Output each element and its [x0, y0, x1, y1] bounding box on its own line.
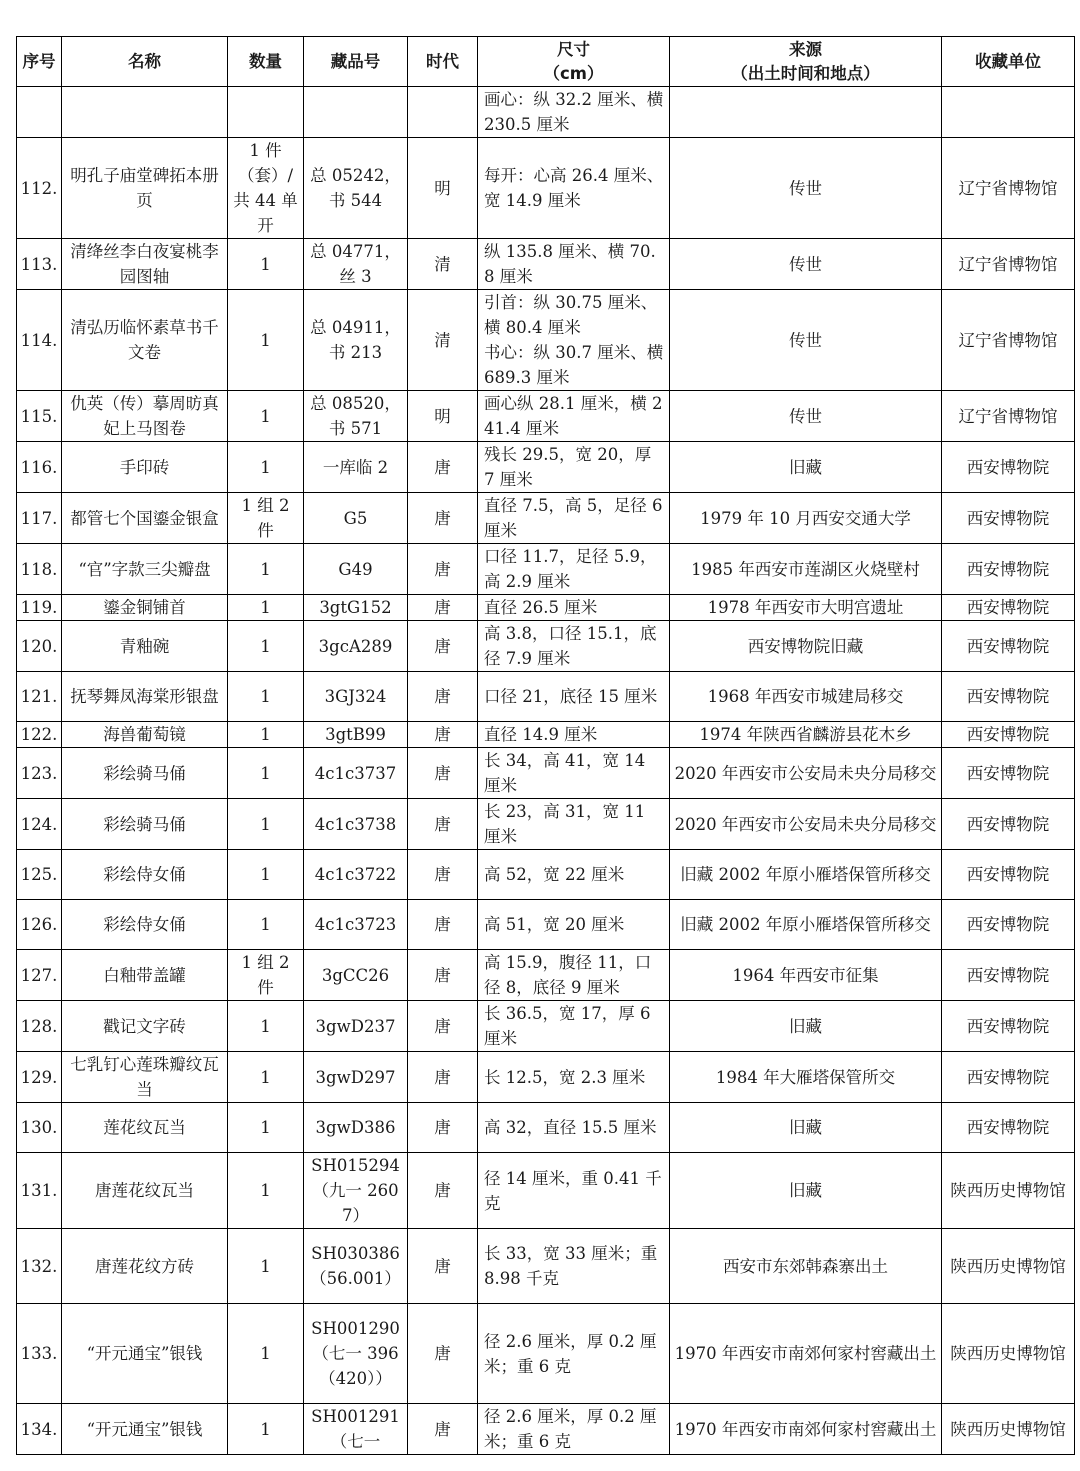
- cell-size: 画心纵 28.1 厘米，横 241.4 厘米: [478, 391, 670, 442]
- cell-accession-no: 3gcA289: [304, 621, 408, 672]
- table-row: [17, 1103, 1075, 1153]
- cell-quantity: 1 组 2 件: [228, 493, 304, 544]
- cell-name: 彩绘骑马俑: [62, 748, 228, 799]
- cell-era: 清: [408, 239, 478, 290]
- header-serial: 序号: [17, 37, 62, 87]
- cell-era: 唐: [408, 1304, 478, 1404]
- cell-name: 唐莲花纹瓦当: [62, 1153, 228, 1229]
- cell-serial: 120.: [17, 621, 62, 672]
- cell-serial: 126.: [17, 900, 62, 950]
- cell-quantity: 1: [228, 900, 304, 950]
- cell-era: 唐: [408, 1153, 478, 1229]
- cell-era: 明: [408, 391, 478, 442]
- table-row: [17, 850, 1075, 900]
- cell-serial: 115.: [17, 391, 62, 442]
- cell-serial: 118.: [17, 544, 62, 595]
- cell-era: 唐: [408, 1103, 478, 1153]
- table-row: [17, 595, 1075, 621]
- cell-era: 唐: [408, 722, 478, 748]
- cell-accession-no: 3gtB99: [304, 722, 408, 748]
- cell-era: [408, 87, 478, 138]
- cell-serial: 125.: [17, 850, 62, 900]
- cell-quantity: 1: [228, 290, 304, 391]
- cell-accession-no: 4c1c3737: [304, 748, 408, 799]
- cell-accession-no: SH015294（九一 2607）: [304, 1153, 408, 1229]
- cell-serial: 134.: [17, 1404, 62, 1455]
- cell-era: 唐: [408, 493, 478, 544]
- header-source: 来源 （出土时间和地点）: [670, 37, 942, 87]
- cell-source: 传世: [670, 290, 942, 391]
- cell-source: 1964 年西安市征集: [670, 950, 942, 1001]
- cell-accession-no: 3gtG152: [304, 595, 408, 621]
- cell-accession-no: 一库临 2: [304, 442, 408, 493]
- table-row: [17, 672, 1075, 722]
- cell-serial: 132.: [17, 1229, 62, 1304]
- cell-quantity: 1: [228, 1304, 304, 1404]
- cell-accession-no: 3gwD297: [304, 1052, 408, 1103]
- cell-source: 旧藏: [670, 1153, 942, 1229]
- cell-collection-unit: 西安博物院: [942, 722, 1075, 748]
- cell-era: 唐: [408, 799, 478, 850]
- cell-name: 彩绘侍女俑: [62, 900, 228, 950]
- cell-accession-no: 总 08520，书 571: [304, 391, 408, 442]
- cell-quantity: 1: [228, 799, 304, 850]
- cell-collection-unit: 西安博物院: [942, 1103, 1075, 1153]
- cell-serial: 116.: [17, 442, 62, 493]
- table-row: [17, 138, 1075, 239]
- cell-name: 戳记文字砖: [62, 1001, 228, 1052]
- cell-era: 明: [408, 138, 478, 239]
- cell-accession-no: G5: [304, 493, 408, 544]
- cell-size: 高 15.9，腹径 11，口径 8，底径 9 厘米: [478, 950, 670, 1001]
- cell-collection-unit: 陕西历史博物馆: [942, 1404, 1075, 1455]
- cell-name: [62, 87, 228, 138]
- cell-source: 1979 年 10 月西安交通大学: [670, 493, 942, 544]
- cell-size: 直径 26.5 厘米: [478, 595, 670, 621]
- cell-collection-unit: 辽宁省博物馆: [942, 138, 1075, 239]
- table-row: [17, 799, 1075, 850]
- cell-size: 纵 135.8 厘米、横 70.8 厘米: [478, 239, 670, 290]
- cell-era: 唐: [408, 850, 478, 900]
- cell-size: 高 32，直径 15.5 厘米: [478, 1103, 670, 1153]
- cell-quantity: 1: [228, 595, 304, 621]
- cell-size: 高 52，宽 22 厘米: [478, 850, 670, 900]
- cell-accession-no: 4c1c3722: [304, 850, 408, 900]
- cell-era: 唐: [408, 950, 478, 1001]
- cell-size: 长 33，宽 33 厘米；重 8.98 千克: [478, 1229, 670, 1304]
- cell-collection-unit: 西安博物院: [942, 672, 1075, 722]
- cell-size: 长 36.5，宽 17，厚 6 厘米: [478, 1001, 670, 1052]
- cell-name: 彩绘骑马俑: [62, 799, 228, 850]
- cell-source: 1970 年西安市南郊何家村窖藏出土: [670, 1404, 942, 1455]
- cell-source: 旧藏: [670, 442, 942, 493]
- table-row: [17, 1304, 1075, 1404]
- cell-quantity: 1: [228, 1229, 304, 1304]
- header-accession-no: 藏品号: [304, 37, 408, 87]
- cell-size: 残长 29.5，宽 20，厚 7 厘米: [478, 442, 670, 493]
- cell-quantity: 1: [228, 1404, 304, 1455]
- cell-name: 仇英（传）摹周昉真妃上马图卷: [62, 391, 228, 442]
- cell-source: 1970 年西安市南郊何家村窖藏出土: [670, 1304, 942, 1404]
- cell-source: 旧藏 2002 年原小雁塔保管所移交: [670, 850, 942, 900]
- table-row: [17, 950, 1075, 1001]
- header-era: 时代: [408, 37, 478, 87]
- cell-accession-no: 4c1c3723: [304, 900, 408, 950]
- cell-name: 都管七个国鎏金银盒: [62, 493, 228, 544]
- cell-source: 传世: [670, 138, 942, 239]
- cell-source: 2020 年西安市公安局未央分局移交: [670, 799, 942, 850]
- cell-serial: [17, 87, 62, 138]
- cell-source: 旧藏: [670, 1103, 942, 1153]
- cell-collection-unit: 西安博物院: [942, 621, 1075, 672]
- cell-quantity: 1 件（套）/共 44 单开: [228, 138, 304, 239]
- cell-collection-unit: 西安博物院: [942, 595, 1075, 621]
- cell-serial: 122.: [17, 722, 62, 748]
- cell-collection-unit: 西安博物院: [942, 850, 1075, 900]
- cell-era: 唐: [408, 672, 478, 722]
- cell-accession-no: SH001291（七一: [304, 1404, 408, 1455]
- cell-era: 唐: [408, 595, 478, 621]
- table-row: [17, 544, 1075, 595]
- cell-serial: 131.: [17, 1153, 62, 1229]
- cell-collection-unit: 西安博物院: [942, 950, 1075, 1001]
- cell-name: 清弘历临怀素草书千文卷: [62, 290, 228, 391]
- cell-collection-unit: 西安博物院: [942, 799, 1075, 850]
- cell-name: 抚琴舞凤海棠形银盘: [62, 672, 228, 722]
- cell-collection-unit: 辽宁省博物馆: [942, 290, 1075, 391]
- cell-era: 唐: [408, 442, 478, 493]
- cell-size: 长 23，高 31，宽 11 厘米: [478, 799, 670, 850]
- cell-accession-no: SH001290（七一 396（420））: [304, 1304, 408, 1404]
- cell-era: 清: [408, 290, 478, 391]
- cell-quantity: [228, 87, 304, 138]
- cell-serial: 121.: [17, 672, 62, 722]
- cell-collection-unit: 西安博物院: [942, 900, 1075, 950]
- header-name: 名称: [62, 37, 228, 87]
- cell-name: 海兽葡萄镜: [62, 722, 228, 748]
- cell-accession-no: 4c1c3738: [304, 799, 408, 850]
- header-size: 尺寸 （cm）: [478, 37, 670, 87]
- cell-source: 旧藏 2002 年原小雁塔保管所移交: [670, 900, 942, 950]
- table-row: [17, 87, 1075, 138]
- cell-name: “开元通宝”银钱: [62, 1304, 228, 1404]
- header-collection-unit: 收藏单位: [942, 37, 1075, 87]
- cell-serial: 124.: [17, 799, 62, 850]
- cell-quantity: 1: [228, 748, 304, 799]
- cell-collection-unit: 西安博物院: [942, 493, 1075, 544]
- cell-accession-no: SH030386（56.001）: [304, 1229, 408, 1304]
- cell-size: 径 2.6 厘米，厚 0.2 厘米；重 6 克: [478, 1304, 670, 1404]
- cell-source: 1978 年西安市大明宫遗址: [670, 595, 942, 621]
- cell-serial: 113.: [17, 239, 62, 290]
- cell-source: [670, 87, 942, 138]
- cell-size: 直径 7.5，高 5，足径 6 厘米: [478, 493, 670, 544]
- cell-size: 引首：纵 30.75 厘米、横 80.4 厘米 书心：纵 30.7 厘米、横 689.3 厘米: [478, 290, 670, 391]
- cell-accession-no: [304, 87, 408, 138]
- cell-quantity: 1: [228, 1153, 304, 1229]
- cell-name: 手印砖: [62, 442, 228, 493]
- cell-collection-unit: 西安博物院: [942, 748, 1075, 799]
- cell-era: 唐: [408, 748, 478, 799]
- cell-serial: 133.: [17, 1304, 62, 1404]
- cell-serial: 129.: [17, 1052, 62, 1103]
- table-row: [17, 493, 1075, 544]
- cell-accession-no: 3gwD237: [304, 1001, 408, 1052]
- cell-name: 白釉带盖罐: [62, 950, 228, 1001]
- cell-size: 径 2.6 厘米，厚 0.2 厘米；重 6 克: [478, 1404, 670, 1455]
- cell-size: 每开：心高 26.4 厘米、宽 14.9 厘米: [478, 138, 670, 239]
- table-row: [17, 391, 1075, 442]
- cell-size: 口径 21，底径 15 厘米: [478, 672, 670, 722]
- table-row: [17, 1229, 1075, 1304]
- cell-quantity: 1: [228, 722, 304, 748]
- cell-size: 高 3.8，口径 15.1，底径 7.9 厘米: [478, 621, 670, 672]
- cell-name: 鎏金铜铺首: [62, 595, 228, 621]
- cell-era: 唐: [408, 621, 478, 672]
- cell-quantity: 1 组 2 件: [228, 950, 304, 1001]
- cell-serial: 114.: [17, 290, 62, 391]
- table-row: [17, 442, 1075, 493]
- cell-serial: 127.: [17, 950, 62, 1001]
- cell-source: 传世: [670, 239, 942, 290]
- cell-era: 唐: [408, 1052, 478, 1103]
- cell-source: 1974 年陕西省麟游县花木乡: [670, 722, 942, 748]
- table-row: [17, 1001, 1075, 1052]
- cell-quantity: 1: [228, 1103, 304, 1153]
- cell-serial: 119.: [17, 595, 62, 621]
- cell-quantity: 1: [228, 442, 304, 493]
- cell-serial: 117.: [17, 493, 62, 544]
- cell-name: 明孔子庙堂碑拓本册页: [62, 138, 228, 239]
- cell-collection-unit: 陕西历史博物馆: [942, 1229, 1075, 1304]
- table-row: [17, 1153, 1075, 1229]
- table-row: [17, 748, 1075, 799]
- cell-name: “官”字款三尖瓣盘: [62, 544, 228, 595]
- cell-era: 唐: [408, 1001, 478, 1052]
- cell-quantity: 1: [228, 1052, 304, 1103]
- cell-name: 青釉碗: [62, 621, 228, 672]
- cell-source: 1968 年西安市城建局移交: [670, 672, 942, 722]
- cell-quantity: 1: [228, 621, 304, 672]
- table-row: [17, 621, 1075, 672]
- cell-source: 西安博物院旧藏: [670, 621, 942, 672]
- cell-accession-no: G49: [304, 544, 408, 595]
- cell-name: 莲花纹瓦当: [62, 1103, 228, 1153]
- cell-size: 高 51，宽 20 厘米: [478, 900, 670, 950]
- cell-accession-no: 总 05242，书 544: [304, 138, 408, 239]
- table-row: [17, 1404, 1075, 1455]
- cell-quantity: 1: [228, 391, 304, 442]
- cell-era: 唐: [408, 544, 478, 595]
- table-row: [17, 1052, 1075, 1103]
- cell-source: 2020 年西安市公安局未央分局移交: [670, 748, 942, 799]
- cell-collection-unit: 西安博物院: [942, 1001, 1075, 1052]
- cell-accession-no: 总 04911，书 213: [304, 290, 408, 391]
- cell-accession-no: 3gwD386: [304, 1103, 408, 1153]
- cell-name: 唐莲花纹方砖: [62, 1229, 228, 1304]
- cell-accession-no: 3GJ324: [304, 672, 408, 722]
- cell-quantity: 1: [228, 1001, 304, 1052]
- cell-source: 1984 年大雁塔保管所交: [670, 1052, 942, 1103]
- cell-collection-unit: [942, 87, 1075, 138]
- table-row: [17, 722, 1075, 748]
- cell-collection-unit: 西安博物院: [942, 442, 1075, 493]
- cell-source: 1985 年西安市莲湖区火烧壁村: [670, 544, 942, 595]
- table-row: [17, 239, 1075, 290]
- cell-source: 旧藏: [670, 1001, 942, 1052]
- cell-serial: 130.: [17, 1103, 62, 1153]
- cell-collection-unit: 西安博物院: [942, 1052, 1075, 1103]
- collection-table: [16, 36, 1075, 1455]
- cell-quantity: 1: [228, 672, 304, 722]
- cell-size: 直径 14.9 厘米: [478, 722, 670, 748]
- cell-name: 七乳钉心莲珠瓣纹瓦当: [62, 1052, 228, 1103]
- cell-collection-unit: 辽宁省博物馆: [942, 239, 1075, 290]
- cell-name: “开元通宝”银钱: [62, 1404, 228, 1455]
- cell-size: 径 14 厘米，重 0.41 千克: [478, 1153, 670, 1229]
- cell-serial: 128.: [17, 1001, 62, 1052]
- cell-era: 唐: [408, 900, 478, 950]
- cell-source: 传世: [670, 391, 942, 442]
- cell-era: 唐: [408, 1404, 478, 1455]
- cell-size: 口径 11.7，足径 5.9，高 2.9 厘米: [478, 544, 670, 595]
- cell-size: 长 12.5，宽 2.3 厘米: [478, 1052, 670, 1103]
- cell-accession-no: 3gCC26: [304, 950, 408, 1001]
- table-header-row: [17, 37, 1075, 87]
- cell-serial: 123.: [17, 748, 62, 799]
- cell-source: 西安市东郊韩森寨出土: [670, 1229, 942, 1304]
- cell-quantity: 1: [228, 239, 304, 290]
- cell-collection-unit: 陕西历史博物馆: [942, 1304, 1075, 1404]
- cell-name: 清绛丝李白夜宴桃李园图轴: [62, 239, 228, 290]
- cell-size: 长 34，高 41，宽 14 厘米: [478, 748, 670, 799]
- cell-name: 彩绘侍女俑: [62, 850, 228, 900]
- cell-collection-unit: 陕西历史博物馆: [942, 1153, 1075, 1229]
- cell-quantity: 1: [228, 544, 304, 595]
- header-quantity: 数量: [228, 37, 304, 87]
- cell-collection-unit: 辽宁省博物馆: [942, 391, 1075, 442]
- cell-size: 画心：纵 32.2 厘米、横 230.5 厘米: [478, 87, 670, 138]
- cell-era: 唐: [408, 1229, 478, 1304]
- cell-collection-unit: 西安博物院: [942, 544, 1075, 595]
- cell-quantity: 1: [228, 850, 304, 900]
- table-row: [17, 290, 1075, 391]
- table-row: [17, 900, 1075, 950]
- cell-accession-no: 总 04771，丝 3: [304, 239, 408, 290]
- cell-serial: 112.: [17, 138, 62, 239]
